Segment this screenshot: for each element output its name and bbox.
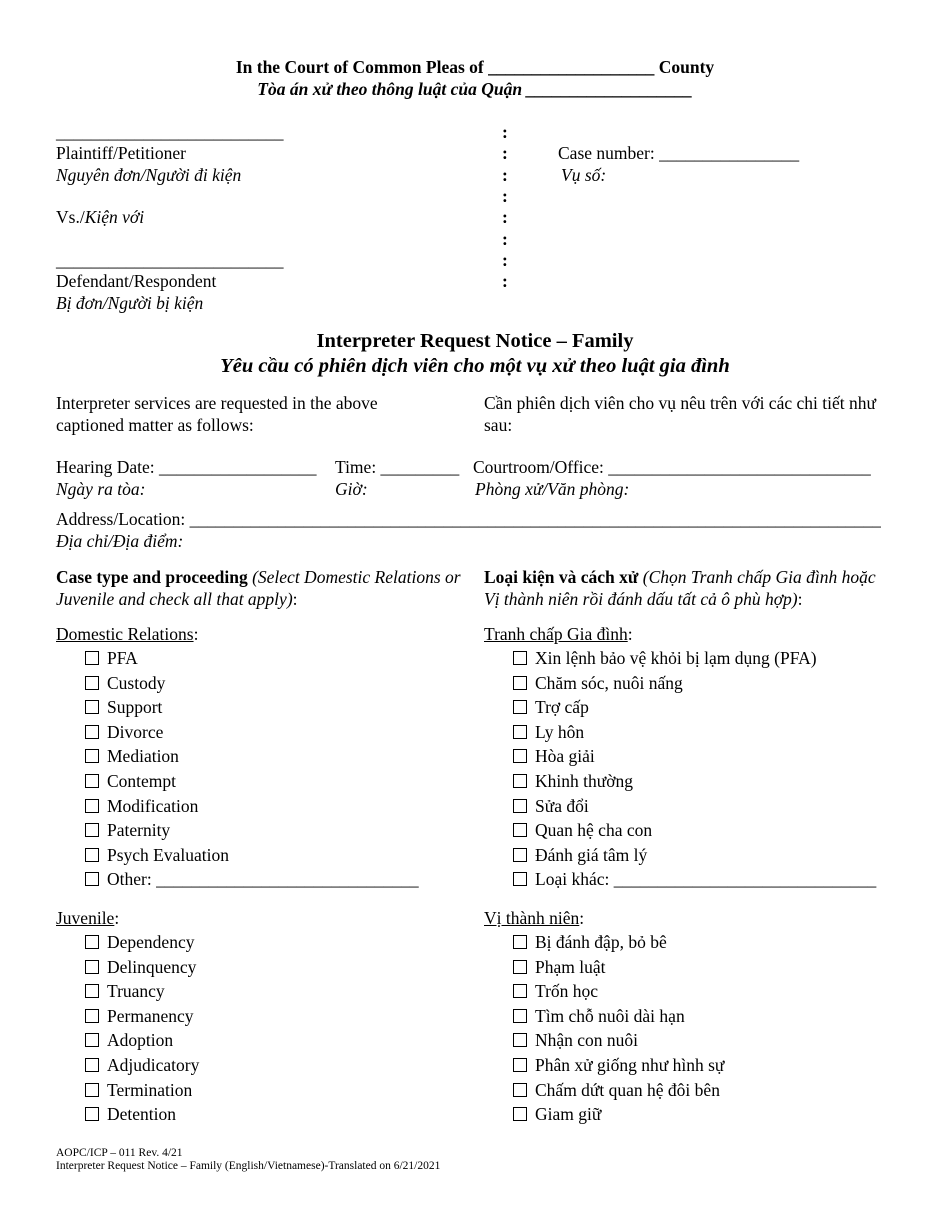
- domestic-option-label: Trợ cấp: [535, 697, 589, 718]
- domestic-option[interactable]: [513, 795, 589, 817]
- court-title-vi: Tòa án xử theo thông luật của Quận ___________________: [257, 79, 693, 99]
- domestic-option[interactable]: [513, 844, 647, 866]
- juvenile-option[interactable]: [85, 956, 196, 978]
- defendant-label-en: Defendant/Respondent: [56, 271, 217, 291]
- domestic-option[interactable]: [513, 745, 595, 767]
- heading-colon: :: [193, 624, 199, 644]
- checkbox[interactable]: [513, 823, 527, 837]
- checkbox[interactable]: [85, 799, 99, 813]
- hearing-date-field[interactable]: Hearing Date: __________________: [56, 457, 317, 477]
- domestic-option-label: Ly hôn: [535, 721, 585, 742]
- checkbox[interactable]: [85, 872, 99, 886]
- checkbox[interactable]: [85, 848, 99, 862]
- courtroom-label-vi: Phòng xử/Văn phòng:: [475, 479, 630, 499]
- domestic-option-label: Paternity: [107, 820, 171, 841]
- juvenile-option[interactable]: [85, 980, 165, 1002]
- caption-colon: :: [502, 271, 508, 291]
- juvenile-option[interactable]: [85, 1029, 173, 1051]
- juvenile-option-label: Adjudicatory: [107, 1055, 200, 1075]
- juvenile-option[interactable]: [513, 1079, 720, 1101]
- checkbox[interactable]: [513, 700, 527, 714]
- case-number-label-vi: Vụ số:: [561, 165, 607, 185]
- juvenile-option[interactable]: [85, 1103, 176, 1125]
- case-type-heading-en: Case type and proceeding: [56, 567, 248, 587]
- domestic-option[interactable]: [85, 696, 162, 718]
- hearing-date-label-vi: Ngày ra tòa:: [56, 479, 146, 499]
- domestic-relations-heading-en: [56, 623, 198, 645]
- juvenile-option[interactable]: [85, 931, 194, 953]
- plaintiff-label-en: Plaintiff/Petitioner: [56, 143, 186, 163]
- domestic-option[interactable]: [513, 647, 817, 669]
- defendant-label-vi: Bị đơn/Người bị kiện: [56, 293, 204, 313]
- juvenile-option-label: Dependency: [107, 932, 195, 952]
- domestic-option-label: Contempt: [107, 771, 177, 791]
- case-type-note-vi: (Chọn Tranh chấp Gia đình hoặc Vị thành niên rồi đánh dấu tất cả ô phù hợp): [484, 567, 876, 609]
- juvenile-heading-en: [56, 907, 119, 929]
- domestic-relations-heading-vi: [484, 623, 633, 645]
- caption-colon: :: [502, 229, 508, 249]
- domestic-option[interactable]: [85, 672, 165, 694]
- checkbox[interactable]: [85, 774, 99, 788]
- checkbox[interactable]: [85, 823, 99, 837]
- domestic-option-label: Divorce: [107, 721, 164, 742]
- domestic-option[interactable]: [513, 770, 633, 792]
- juvenile-option[interactable]: [85, 1005, 194, 1027]
- domestic-option[interactable]: [85, 795, 198, 817]
- caption-colon: :: [502, 250, 508, 270]
- plaintiff-blank-line: __________________________: [56, 122, 284, 142]
- juvenile-option-label: Trốn học: [535, 981, 599, 1002]
- domestic-heading-text-en: Domestic Relations: [56, 624, 194, 644]
- juvenile-option[interactable]: [513, 1054, 724, 1076]
- domestic-option-label: Chăm sóc, nuôi nấng: [535, 672, 683, 693]
- domestic-option-label: Sửa đổi: [535, 795, 589, 816]
- domestic-heading-text-vi: Tranh chấp Gia đình: [484, 624, 628, 644]
- address-label-vi: Địa chỉ/Địa điểm:: [56, 531, 184, 551]
- checkbox[interactable]: [85, 935, 99, 949]
- domestic-option-label: Khinh thường: [535, 771, 633, 791]
- checkbox[interactable]: [85, 1058, 99, 1072]
- checkbox[interactable]: [513, 848, 527, 862]
- address-field[interactable]: Address/Location: _______________________________________________________________________________: [56, 509, 881, 529]
- checkbox[interactable]: [85, 651, 99, 665]
- notice-title-en: Interpreter Request Notice – Family: [316, 330, 634, 352]
- checkbox[interactable]: [513, 1033, 527, 1047]
- domestic-option-label: Loại khác: ______________________________: [535, 869, 877, 890]
- juvenile-option[interactable]: [513, 1103, 601, 1125]
- court-title-en: In the Court of Common Pleas of ___________________ County: [235, 57, 715, 77]
- checkbox[interactable]: [513, 774, 527, 788]
- case-type-colon: :: [292, 589, 298, 609]
- checkbox[interactable]: [85, 984, 99, 998]
- checkbox[interactable]: [513, 651, 527, 665]
- juvenile-option-label: Bị đánh đập, bỏ bê: [535, 932, 667, 952]
- checkbox[interactable]: [85, 960, 99, 974]
- juvenile-option-label: Giam giữ: [535, 1104, 602, 1125]
- juvenile-option-label: Termination: [107, 1079, 193, 1100]
- juvenile-option-label: Permanency: [107, 1005, 194, 1026]
- juvenile-option-label: Truancy: [107, 981, 165, 1002]
- domestic-option[interactable]: [85, 721, 163, 743]
- domestic-option-label: PFA: [107, 648, 138, 668]
- juvenile-option-label: Chấm dứt quan hệ đôi bên: [535, 1079, 720, 1100]
- juvenile-option[interactable]: [513, 980, 598, 1002]
- domestic-option[interactable]: [85, 770, 176, 792]
- domestic-option[interactable]: [513, 672, 683, 694]
- juvenile-option-label: Delinquency: [107, 956, 197, 977]
- domestic-option[interactable]: [513, 819, 652, 841]
- checkbox[interactable]: [513, 960, 527, 974]
- domestic-option[interactable]: [85, 647, 138, 669]
- domestic-option-label: Hòa giải: [535, 746, 595, 767]
- checkbox[interactable]: [85, 700, 99, 714]
- heading-colon: :: [114, 908, 120, 928]
- domestic-option[interactable]: [85, 819, 170, 841]
- domestic-option-label: Đánh giá tâm lý: [535, 844, 648, 865]
- notice-title-vi: Yêu cầu có phiên dịch viên cho một vụ xử theo luật gia đình: [220, 355, 730, 377]
- checkbox[interactable]: [513, 1083, 527, 1097]
- caption-colon: :: [502, 143, 508, 163]
- checkbox[interactable]: [85, 1083, 99, 1097]
- checkbox[interactable]: [513, 872, 527, 886]
- intro-text-vi: Cần phiên dịch viên cho vụ nêu trên với các chi tiết như sau:: [484, 393, 876, 435]
- checkbox[interactable]: [513, 749, 527, 763]
- case-type-colon: :: [797, 589, 803, 609]
- checkbox[interactable]: [85, 725, 99, 739]
- checkbox[interactable]: [513, 935, 527, 949]
- domestic-option-label: Support: [107, 697, 163, 718]
- hearing-time-label-vi: Giờ:: [335, 479, 368, 499]
- juvenile-option-label: Phân xử giống như hình sự: [535, 1055, 725, 1075]
- checkbox[interactable]: [513, 725, 527, 739]
- domestic-option[interactable]: [85, 745, 179, 767]
- juvenile-option-label: Detention: [107, 1104, 177, 1125]
- heading-colon: :: [579, 908, 585, 928]
- checkbox[interactable]: [513, 1009, 527, 1023]
- domestic-option-label: Xin lệnh bảo vệ khỏi bị lạm dụng (PFA): [535, 648, 817, 668]
- case-type-instructions-vi: [484, 566, 884, 610]
- checkbox[interactable]: [513, 676, 527, 690]
- domestic-option[interactable]: [513, 696, 589, 718]
- heading-colon: :: [627, 624, 633, 644]
- domestic-option-label: Modification: [107, 795, 199, 816]
- juvenile-option-label: Phạm luật: [535, 956, 606, 977]
- checkbox[interactable]: [85, 1009, 99, 1023]
- domestic-option-label: Custody: [107, 672, 166, 693]
- case-type-note-en: (Select Domestic Relations or Juvenile and check all that apply): [56, 567, 461, 609]
- juvenile-option[interactable]: [513, 931, 667, 953]
- plaintiff-label-vi: Nguyên đơn/Người đi kiện: [56, 165, 242, 185]
- case-number-field[interactable]: Case number: ________________: [558, 143, 800, 163]
- domestic-option[interactable]: [513, 868, 876, 890]
- versus-label-en: Vs./: [56, 207, 85, 227]
- defendant-blank-line: __________________________: [56, 250, 284, 270]
- hearing-time-field[interactable]: Time: _________: [335, 457, 460, 477]
- caption-colon: :: [502, 186, 508, 206]
- checkbox[interactable]: [85, 676, 99, 690]
- checkbox[interactable]: [513, 799, 527, 813]
- juvenile-heading-vi: [484, 907, 584, 929]
- juvenile-heading-text-vi: Vị thành niên: [484, 908, 580, 928]
- form-code: AOPC/ICP – 011 Rev. 4/21: [56, 1147, 183, 1159]
- courtroom-field[interactable]: Courtroom/Office: ______________________________: [473, 457, 871, 477]
- domestic-option[interactable]: [513, 721, 584, 743]
- juvenile-option-label: Adoption: [107, 1030, 174, 1051]
- checkbox[interactable]: [85, 1033, 99, 1047]
- juvenile-option-label: Tìm chỗ nuôi dài hạn: [535, 1005, 685, 1026]
- intro-text-en: Interpreter services are requested in the above captioned matter as follows:: [56, 393, 378, 435]
- caption-colon: :: [502, 165, 508, 185]
- domestic-option[interactable]: [85, 868, 419, 890]
- versus-label: [56, 206, 144, 228]
- juvenile-option[interactable]: [85, 1079, 192, 1101]
- domestic-option-label: Quan hệ cha con: [535, 820, 653, 841]
- domestic-option-label: Mediation: [107, 746, 179, 767]
- juvenile-option[interactable]: [513, 1005, 685, 1027]
- juvenile-heading-text-en: Juvenile: [56, 908, 115, 928]
- checkbox[interactable]: [513, 1107, 527, 1121]
- domestic-option-label: Psych Evaluation: [107, 844, 229, 865]
- juvenile-option[interactable]: [513, 956, 605, 978]
- domestic-option-label: Other: ______________________________: [107, 869, 419, 890]
- juvenile-option[interactable]: [513, 1029, 638, 1051]
- caption-colon: :: [502, 122, 508, 142]
- juvenile-option[interactable]: [85, 1054, 199, 1076]
- domestic-option[interactable]: [85, 844, 229, 866]
- checkbox[interactable]: [85, 749, 99, 763]
- juvenile-option-label: Nhận con nuôi: [535, 1030, 639, 1051]
- checkbox[interactable]: [85, 1107, 99, 1121]
- case-type-instructions-en: [56, 566, 470, 610]
- checkbox[interactable]: [513, 1058, 527, 1072]
- versus-label-vi: Kiện với: [84, 207, 145, 227]
- caption-colon: :: [502, 207, 508, 227]
- form-translation-note: Interpreter Request Notice – Family (English/Vietnamese)-Translated on 6/21/2021: [56, 1160, 441, 1172]
- case-type-heading-vi: Loại kiện và cách xử: [484, 567, 639, 587]
- checkbox[interactable]: [513, 984, 527, 998]
